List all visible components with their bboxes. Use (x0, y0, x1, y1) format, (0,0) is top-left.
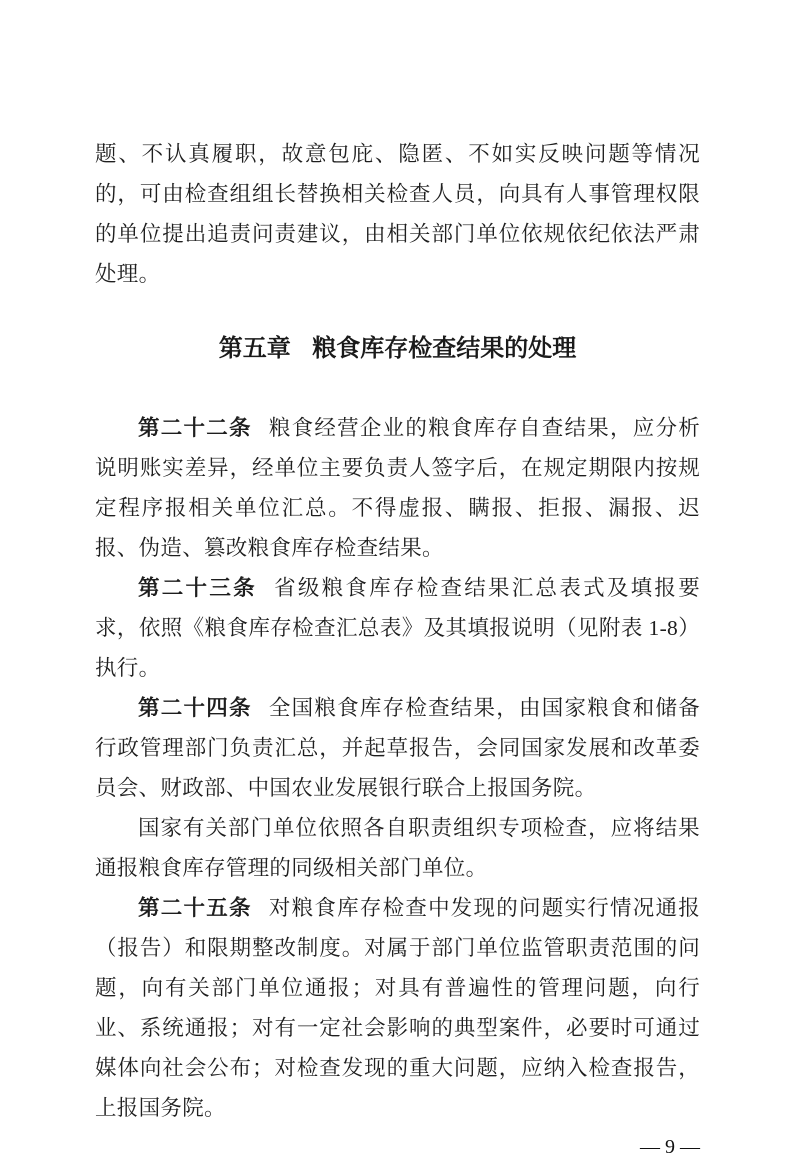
chapter-heading (95, 329, 700, 369)
page-footer (95, 1132, 700, 1162)
paragraph-intro-continuation: 题、不认真履职，故意包庇、隐匿、不如实反映问题等情况的，可由检查组组长替换相关检查人员，向具有人事管理权限的单位提出追责问责建议，由相关部门单位依规依纪依法严肃处理。 (95, 142, 700, 286)
article-24-number: 第二十四条 (138, 696, 252, 720)
article-25-number: 第二十五条 (138, 896, 252, 920)
article-24-text: 全国粮食库存检查结果，由国家粮食和储备行政管理部门负责汇总，并起草报告，会同国家发展和改革委员会、财政部、中国农业发展银行联合上报国务院。 (95, 696, 700, 800)
article-25-paragraph (95, 888, 700, 1128)
article-23-text: 省级粮食库存检查结果汇总表式及填报要求，依照《粮食库存检查汇总表》及其填报说明（见附表 1-8）执行。 (95, 576, 700, 680)
article-25-text: 对粮食库存检查中发现的问题实行情况通报（报告）和限期整改制度。对属于部门单位监管职责范围的问题，向有关部门单位通报；对具有普遍性的管理问题，向行业、系统通报；对有一定社会影响的典型案件，必要时可通过媒体向社会公布；对检查发现的重大问题，应纳入检查报告，上报国务院。 (95, 896, 700, 1120)
chapter-title: 粮食库存检查结果的处理 (312, 335, 577, 362)
article-23-paragraph (95, 568, 700, 688)
paragraph-national-departments: 国家有关部门单位依照各自职责组织专项检查，应将结果通报粮食库存管理的同级相关部门单位。 (95, 816, 700, 880)
article-22-text: 粮食经营企业的粮食库存自查结果，应分析说明账实差异，经单位主要负责人签字后，在规定期限内按规定程序报相关单位汇总。不得虚报、瞒报、拒报、漏报、迟报、伪造、篡改粮食库存检查结果。 (95, 416, 700, 560)
page-number: — 9 — (640, 1136, 700, 1158)
article-24-paragraph (95, 688, 700, 808)
article-22-paragraph (95, 408, 700, 568)
chapter-number: 第五章 (218, 335, 291, 362)
article-23-number: 第二十三条 (138, 576, 257, 600)
article-22-number: 第二十二条 (138, 416, 252, 440)
